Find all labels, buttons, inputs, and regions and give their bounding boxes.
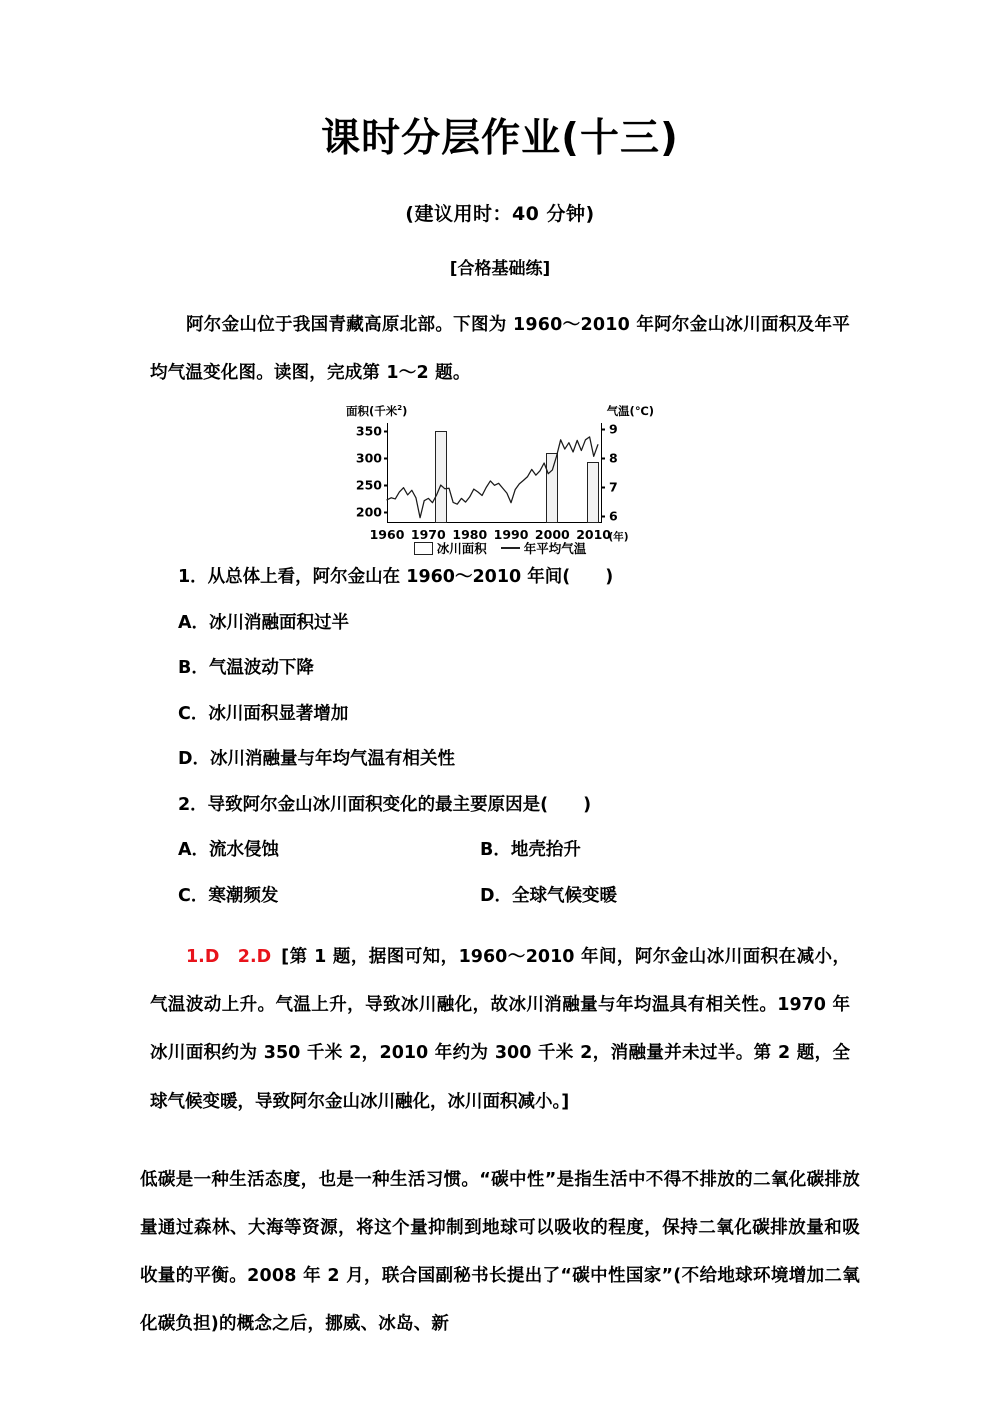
question-2-stem: 2．导致阿尔金山冰川面积变化的最主要原因是( ) xyxy=(178,794,592,815)
page-title: 课时分层作业(十三) xyxy=(321,116,679,161)
xtick-2000: 2000 xyxy=(534,527,570,543)
legend-bar-swatch-icon xyxy=(414,542,433,555)
temperature-line xyxy=(387,423,602,523)
suggested-time: (建议用时：40 分钟) xyxy=(405,202,595,225)
answer-block xyxy=(150,919,850,1126)
xtick-1970: 1970 xyxy=(410,527,446,543)
xtick-1960: 1960 xyxy=(369,527,405,543)
ytick-left-300: 300 xyxy=(356,450,387,465)
question-2-option-row-cd xyxy=(150,874,850,920)
question-1-stem: 1．从总体上看，阿尔金山在 1960～2010 年间( ) xyxy=(178,567,614,588)
question-1-option-d[interactable]: D．冰川消融量与年均气温有相关性 xyxy=(178,749,456,770)
answer-keys: 1.D 2.D xyxy=(186,947,272,968)
question-2-option-b[interactable]: B．地壳抬升 xyxy=(480,840,581,861)
chart-legend xyxy=(344,539,656,557)
ytick-right-8: 8 xyxy=(602,450,618,465)
question-2-option-row-ab xyxy=(150,828,850,874)
xtick-2010: 2010 xyxy=(576,527,612,543)
answer-explanation-paragraph xyxy=(150,933,850,1126)
chart-left-axis-caption: 面积(千米$^2$) xyxy=(346,404,408,419)
answer-explanation-text: [第 1 题，据图可知，1960～2010 年间，阿尔金山冰川面积在减小，气温波动上升。气温上升，导致冰川融化，故冰川消融量与年均温具有相关性。1970 年冰川面积约为 350 千米 2，2010 年约为 300 千米 2，消融量并未过半。第 2 题，全球气候变暖，导致阿尔金山冰川融化，冰川面积减小。] xyxy=(150,947,850,1112)
legend-line-swatch-icon xyxy=(501,547,520,549)
next-passage-paragraph: 低碳是一种生活态度，也是一种生活习惯。“碳中性”是指生活中不得不排放的二氧化碳排放量通过森林、大海等资源，将这个量抑制到地球可以吸收的程度，保持二氧化碳排放量和吸收量的平衡。2008 年 2 月，联合国副秘书长提出了“碳中性国家”(不给地球环境增加二氧化碳负担)的概念之后，挪威、冰岛、新 xyxy=(140,1169,860,1335)
question-2-option-a[interactable]: A．流水侵蚀 xyxy=(178,840,280,861)
xtick-1990: 1990 xyxy=(493,527,529,543)
legend-item-temperature xyxy=(501,539,587,557)
ytick-left-250: 250 xyxy=(356,477,387,492)
question-1-option-b[interactable]: B．气温波动下降 xyxy=(178,658,314,679)
ytick-left-200: 200 xyxy=(356,504,387,519)
xtick-1980: 1980 xyxy=(452,527,488,543)
question-1-option-c[interactable]: C．冰川面积显著增加 xyxy=(178,703,349,724)
glacier-area-temperature-chart xyxy=(344,403,656,555)
ytick-right-9: 9 xyxy=(602,421,618,436)
legend-label-area: 冰川面积 xyxy=(436,541,487,557)
question-1 xyxy=(150,555,850,783)
chart-plot-area xyxy=(355,421,629,544)
section-tag: [合格基础练] xyxy=(449,258,551,279)
figure-container xyxy=(150,403,850,555)
question-1-option-a[interactable]: A．冰川消融面积过半 xyxy=(178,612,350,633)
chart-right-axis-caption: 气温(℃) xyxy=(606,404,654,419)
question-2 xyxy=(150,783,850,920)
intro-paragraph: 阿尔金山位于我国青藏高原北部。下图为 1960～2010 年阿尔金山冰川面积及年平均气温变化图。读图，完成第 1～2 题。 xyxy=(150,314,850,384)
legend-item-area xyxy=(414,539,487,557)
question-2-option-d[interactable]: D．全球气候变暖 xyxy=(480,885,618,906)
legend-label-temperature: 年平均气温 xyxy=(523,541,587,557)
ytick-right-7: 7 xyxy=(602,479,618,494)
ytick-left-350: 350 xyxy=(356,423,387,438)
next-passage-block xyxy=(140,1126,860,1349)
ytick-right-6: 6 xyxy=(602,508,618,523)
intro-block xyxy=(150,279,850,397)
question-2-option-c[interactable]: C．寒潮频发 xyxy=(178,885,279,906)
x-axis-unit: (年) xyxy=(608,531,629,544)
